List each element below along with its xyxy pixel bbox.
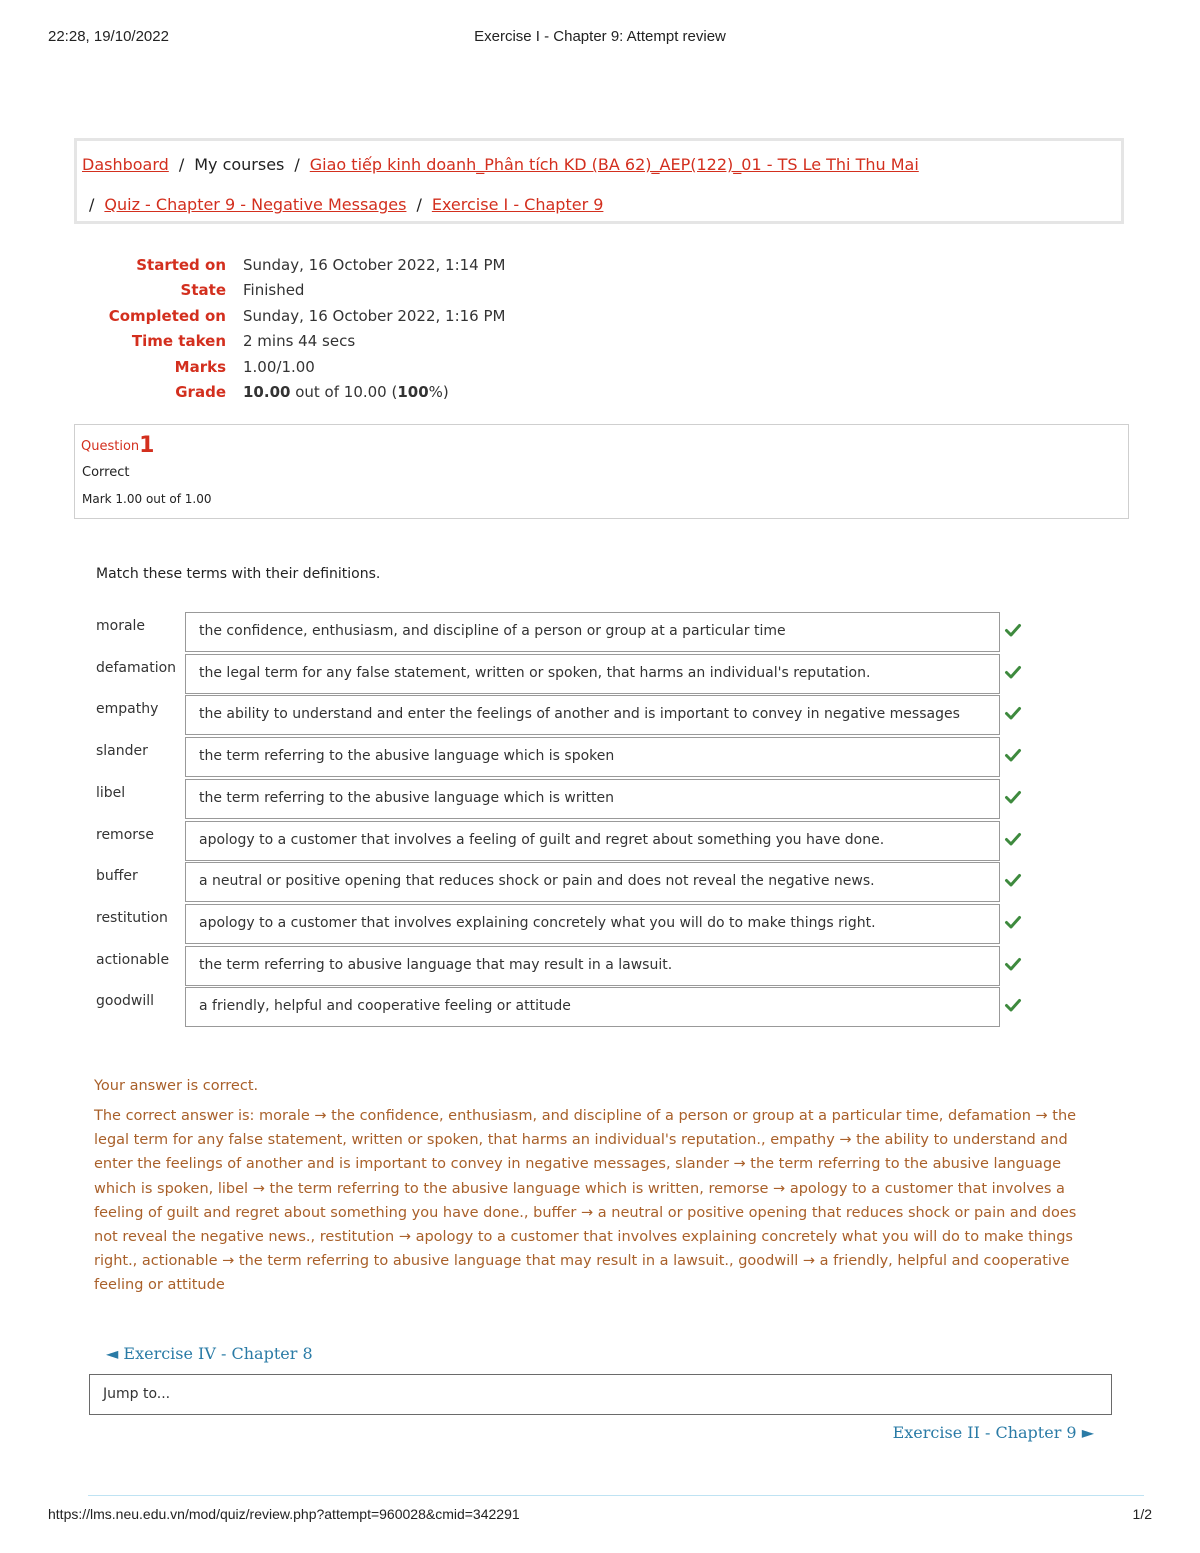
question-number-value: 1 [139,433,155,458]
match-term: empathy [96,701,159,718]
breadcrumb-course-link[interactable]: Giao tiếp kinh doanh_Phân tích KD (BA 62)_AEP(122)_01 - TS Le Thi Thu Mai [309,155,919,174]
footer-divider [88,1495,1144,1496]
breadcrumb-separator: / [89,195,95,214]
check-icon [1004,871,1022,889]
summary-row-state [74,281,774,306]
summary-value: 2 mins 44 secs [243,332,356,351]
match-term: restitution [96,909,168,926]
breadcrumb-separator: / [178,155,185,174]
summary-row-completed [74,307,774,332]
summary-label: Started on [136,256,226,274]
breadcrumb-dashboard-link[interactable]: Dashboard [82,155,169,174]
check-icon [1004,788,1022,806]
match-term: buffer [96,868,138,885]
summary-row-started [74,256,774,281]
breadcrumb-my-courses: My courses [194,155,285,174]
summary-value: 1.00/1.00 [243,357,315,376]
match-answer-select[interactable]: the ability to understand and enter the feelings of another and is important to convey in negative messages [185,695,1000,735]
summary-label: Time taken [131,332,226,351]
match-row [96,612,1036,652]
grade-middle: out of 10.00 ( [290,382,398,401]
check-icon [1004,746,1022,764]
breadcrumb-quiz-link[interactable]: Quiz - Chapter 9 - Negative Messages [104,195,407,214]
check-icon [1004,830,1022,848]
match-answer-select[interactable]: apology to a customer that involves explaining concretely what you will do to make things right. [185,904,1000,944]
summary-label: State [180,281,226,300]
feedback-right-answer: The correct answer is: morale → the confidence, enthusiasm, and discipline of a person or group at a particular time, defamation → the legal term for any false statement, written or spoken, that harms an individual's reputation., empathy → the ability to understand and enter the feelings of another and is important to convey in negative messages, slander → the term referring to the abusive language which is spoken, libel → the term referring to the abusive language which is written, remorse → apology to a customer that involves a feeling of guilt and regret about something you have done., buffer → a neutral or positive opening that reduces shock or pain and does not reveal the negative news., restitution → apology to a customer that involves explaining concretely what you will do to make things right., actionable → the term referring to abusive language that may result in a lawsuit., goodwill → a friendly, helpful and cooperative feeling or attitude [94,1108,1077,1294]
grade-score: 10.00 [243,382,291,401]
summary-label: Completed on [108,306,226,325]
breadcrumb [74,138,1124,224]
check-icon [1004,996,1022,1014]
summary-value: Finished [243,281,305,300]
print-page-title: Exercise I - Chapter 9: Attempt review [474,28,726,45]
grade-value [243,383,449,401]
match-row [96,904,1036,944]
match-row [96,862,1036,902]
match-row [96,987,1036,1027]
match-row [96,779,1036,819]
match-term: actionable [96,951,170,968]
match-answer-select[interactable]: the term referring to the abusive language which is written [185,779,1000,819]
breadcrumb-separator: / [294,155,300,174]
match-row [96,695,1036,735]
match-row [96,654,1036,694]
match-row [96,946,1036,986]
check-icon [1004,955,1022,973]
match-answer-select[interactable]: apology to a customer that involves a feeling of guilt and regret about something you have done. [185,821,1000,861]
check-icon [1004,663,1022,681]
summary-value: Sunday, 16 October 2022, 1:16 PM [243,306,506,325]
summary-value: Sunday, 16 October 2022, 1:14 PM [243,256,506,274]
question-state: Correct [82,465,130,480]
match-answer-select[interactable]: the term referring to the abusive language which is spoken [185,737,1000,777]
next-activity-link[interactable]: Exercise II - Chapter 9 ► [892,1423,1094,1442]
question-number [81,433,154,458]
attempt-summary-table [74,256,774,408]
match-term: slander [96,743,148,760]
check-icon [1004,913,1022,931]
match-row [96,821,1036,861]
match-term: libel [96,784,126,801]
match-term: goodwill [96,993,155,1010]
print-url: https://lms.neu.edu.vn/mod/quiz/review.php?attempt=960028&cmid=342291 [48,1506,520,1522]
match-answer-select[interactable]: a neutral or positive opening that reduces shock or pain and does not reveal the negative news. [185,862,1000,902]
print-header [48,28,1152,52]
summary-label: Marks [174,357,226,376]
summary-label: Grade [175,382,226,401]
grade-percent: 100 [397,382,429,401]
feedback-correct-text: Your answer is correct. [94,1078,259,1094]
jump-to-select[interactable]: Jump to... [89,1374,1112,1415]
breadcrumb-exercise-link[interactable]: Exercise I - Chapter 9 [431,195,604,214]
print-datetime: 22:28, 19/10/2022 [48,28,169,45]
question-info-box [74,424,1129,519]
match-term: morale [96,618,146,634]
check-icon [1004,704,1022,722]
print-page-number: 1/2 [1132,1506,1152,1522]
prev-activity-link[interactable]: ◄ Exercise IV - Chapter 8 [106,1344,313,1363]
question-prefix: Question [81,439,140,454]
match-answer-select[interactable]: the term referring to abusive language that may result in a lawsuit. [185,946,1000,986]
summary-row-grade [74,383,774,408]
check-icon [1004,621,1022,639]
print-footer [48,1506,1152,1530]
match-answer-select[interactable]: the confidence, enthusiasm, and discipline of a person or group at a particular time [185,612,1000,652]
grade-end: %) [428,382,449,401]
match-term: remorse [96,826,154,843]
question-text: Match these terms with their definitions. [96,566,381,582]
match-answer-select[interactable]: a friendly, helpful and cooperative feeling or attitude [185,987,1000,1027]
breadcrumb-separator: / [416,195,422,214]
summary-row-time-taken [74,332,774,357]
match-term: defamation [96,659,177,676]
feedback-panel [94,1078,1104,1298]
match-row [96,737,1036,777]
match-answer-select[interactable]: the legal term for any false statement, written or spoken, that harms an individual's reputation. [185,654,1000,694]
summary-row-marks [74,358,774,383]
question-mark: Mark 1.00 out of 1.00 [82,492,212,506]
